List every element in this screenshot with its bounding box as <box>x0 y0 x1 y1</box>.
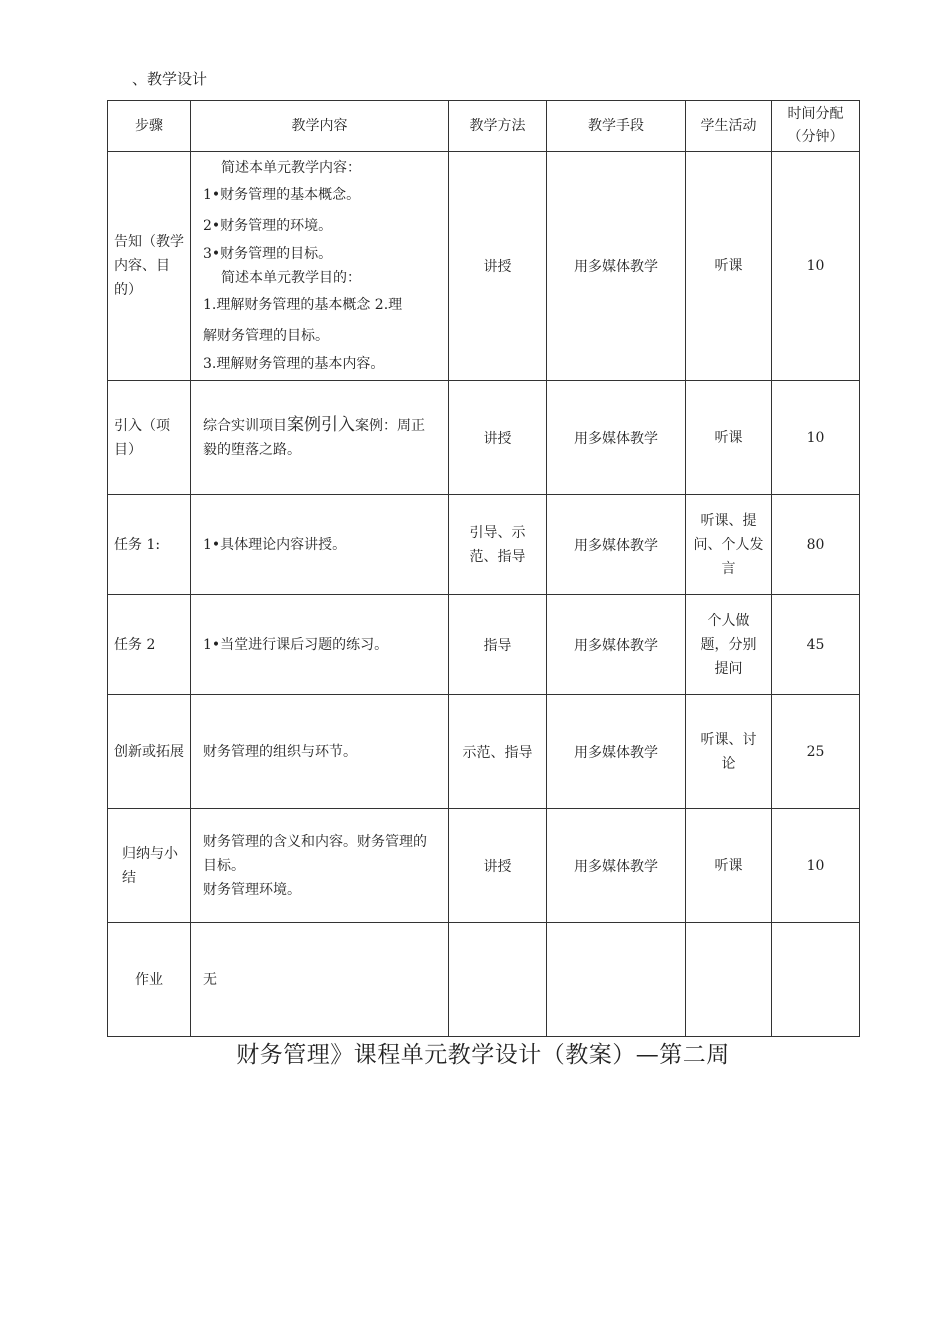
content-line: 简述本单元教学内容： <box>221 160 361 176</box>
content-text: 案例：周正毅的堕落之路。 <box>203 418 425 458</box>
means-cell: 用多媒体教学 <box>547 381 686 495</box>
content-cell: 无 <box>191 923 449 1037</box>
activity-cell: 听课 <box>686 381 772 495</box>
content-line: 1.理解财务管理的基本概念 2.理 <box>203 297 403 313</box>
means-cell: 用多媒体教学 <box>547 495 686 595</box>
activity-cell: 听课 <box>686 809 772 923</box>
means-cell: 用多媒体教学 <box>547 152 686 381</box>
step-cell: 告知（教学内容、目的） <box>108 152 191 381</box>
header-means: 教学手段 <box>547 101 686 152</box>
content-text: 综合实训项目 <box>203 418 287 434</box>
activity-cell: 听课、提问、个人发言 <box>686 495 772 595</box>
time-cell <box>772 923 860 1037</box>
table-row <box>108 923 860 1037</box>
content-line: 3.理解财务管理的基本内容。 <box>203 356 385 372</box>
method-cell: 讲授 <box>449 809 547 923</box>
method-cell: 示范、指导 <box>449 695 547 809</box>
method-cell: 引导、示范、指导 <box>449 495 547 595</box>
header-step: 步骤 <box>108 101 191 152</box>
section-heading: 、教学设计 <box>132 70 208 88</box>
content-cell <box>191 809 449 923</box>
method-cell: 讲授 <box>449 381 547 495</box>
activity-cell: 听课 <box>686 152 772 381</box>
method-cell <box>449 923 547 1037</box>
time-cell: 10 <box>772 152 860 381</box>
step-cell: 归纳与小结 <box>108 809 191 923</box>
table-row <box>108 381 860 495</box>
content-line: 解财务管理的目标。 <box>203 328 329 344</box>
content-line: 3•财务管理的目标。 <box>203 246 333 262</box>
table-header-row <box>108 101 860 152</box>
header-activity: 学生活动 <box>686 101 772 152</box>
method-cell: 指导 <box>449 595 547 695</box>
table-row <box>108 809 860 923</box>
activity-cell: 个人做题，分别提问 <box>686 595 772 695</box>
activity-cell <box>686 923 772 1037</box>
means-cell: 用多媒体教学 <box>547 595 686 695</box>
step-cell: 引入（项目） <box>108 381 191 495</box>
content-emphasis: 案例引入 <box>287 415 355 435</box>
step-cell: 任务 2 <box>108 595 191 695</box>
teaching-design-table <box>107 100 860 1037</box>
time-cell: 80 <box>772 495 860 595</box>
means-cell <box>547 923 686 1037</box>
activity-cell: 听课、讨论 <box>686 695 772 809</box>
table-row <box>108 152 860 381</box>
step-cell: 创新或拓展 <box>108 695 191 809</box>
content-cell: 1•当堂进行课后习题的练习。 <box>191 595 449 695</box>
content-cell: 1•具体理论内容讲授。 <box>191 495 449 595</box>
time-cell: 10 <box>772 381 860 495</box>
time-cell: 10 <box>772 809 860 923</box>
header-content: 教学内容 <box>191 101 449 152</box>
content-line: 财务管理的含义和内容。财务管理的目标。 <box>203 833 427 874</box>
time-cell: 25 <box>772 695 860 809</box>
content-cell: 财务管理的组织与环节。 <box>191 695 449 809</box>
method-cell: 讲授 <box>449 152 547 381</box>
content-line: 1•财务管理的基本概念。 <box>203 187 361 203</box>
header-method: 教学方法 <box>449 101 547 152</box>
table-row <box>108 495 860 595</box>
content-cell <box>191 152 449 381</box>
step-cell: 任务 1: <box>108 495 191 595</box>
header-time: 时间分配（分钟） <box>772 101 860 152</box>
means-cell: 用多媒体教学 <box>547 695 686 809</box>
content-line: 2•财务管理的环境。 <box>203 218 333 234</box>
content-cell <box>191 381 449 495</box>
table-row <box>108 595 860 695</box>
document-title: 财务管理》课程单元教学设计（教案）—第二周 <box>236 1042 730 1068</box>
table-row <box>108 695 860 809</box>
means-cell: 用多媒体教学 <box>547 809 686 923</box>
step-cell: 作业 <box>108 923 191 1037</box>
time-cell: 45 <box>772 595 860 695</box>
content-line: 财务管理环境。 <box>203 881 301 898</box>
content-line: 简述本单元教学目的： <box>221 270 361 286</box>
